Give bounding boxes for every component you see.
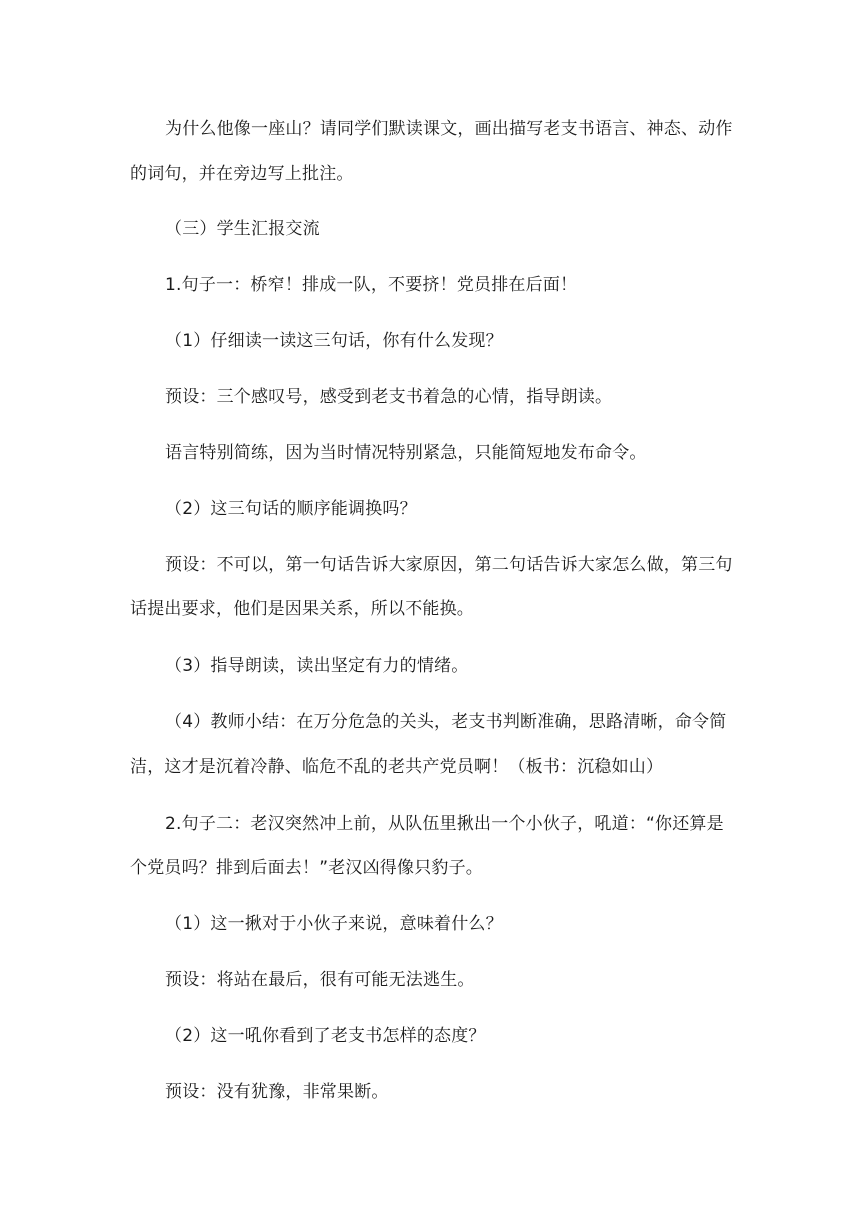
paragraph-line: 语言特别简练，因为当时情况特别紧急，只能简短地发布命令。 bbox=[165, 443, 647, 463]
paragraph-line: 2.句子二：老汉突然冲上前，从队伍里揪出一个小伙子，吼道：“你还算是 bbox=[165, 814, 724, 834]
paragraph-line: 洁，这才是沉着冷静、临危不乱的老共产党员啊！（板书：沉稳如山） bbox=[130, 757, 664, 777]
question-line: （2）这一吼你看到了老支书怎样的态度？ bbox=[165, 1026, 486, 1046]
section-heading: （三）学生汇报交流 bbox=[165, 219, 320, 239]
question-line: （1）仔细读一读这三句话，你有什么发现？ bbox=[165, 331, 503, 351]
question-line: （1）这一揪对于小伙子来说，意味着什么？ bbox=[165, 914, 503, 934]
paragraph-line: 预设：没有犹豫，非常果断。 bbox=[165, 1082, 389, 1102]
paragraph-line: 预设：不可以，第一句话告诉大家原因，第二句话告诉大家怎么做，第三句 bbox=[165, 555, 733, 575]
question-line: （3）指导朗读，读出坚定有力的情绪。 bbox=[165, 656, 469, 676]
paragraph-line: 1.句子一：桥窄！排成一队，不要挤！党员排在后面！ bbox=[165, 275, 578, 295]
question-line: （2）这三句话的顺序能调换吗？ bbox=[165, 499, 417, 519]
paragraph-line: 个党员吗？排到后面去！”老汉凶得像只豹子。 bbox=[130, 858, 484, 878]
paragraph-line: （4）教师小结：在万分危急的关头，老支书判断准确，思路清晰，命令简 bbox=[165, 712, 727, 732]
paragraph-line: 话提出要求，他们是因果关系，所以不能换。 bbox=[130, 599, 474, 619]
paragraph-line: 为什么他像一座山？请同学们默读课文，画出描写老支书语言、神态、动作 bbox=[165, 119, 733, 139]
paragraph-line: 的词句，并在旁边写上批注。 bbox=[130, 164, 354, 184]
paragraph-line: 预设：三个感叹号，感受到老支书着急的心情，指导朗读。 bbox=[165, 387, 613, 407]
paragraph-line: 预设：将站在最后，很有可能无法逃生。 bbox=[165, 970, 475, 990]
